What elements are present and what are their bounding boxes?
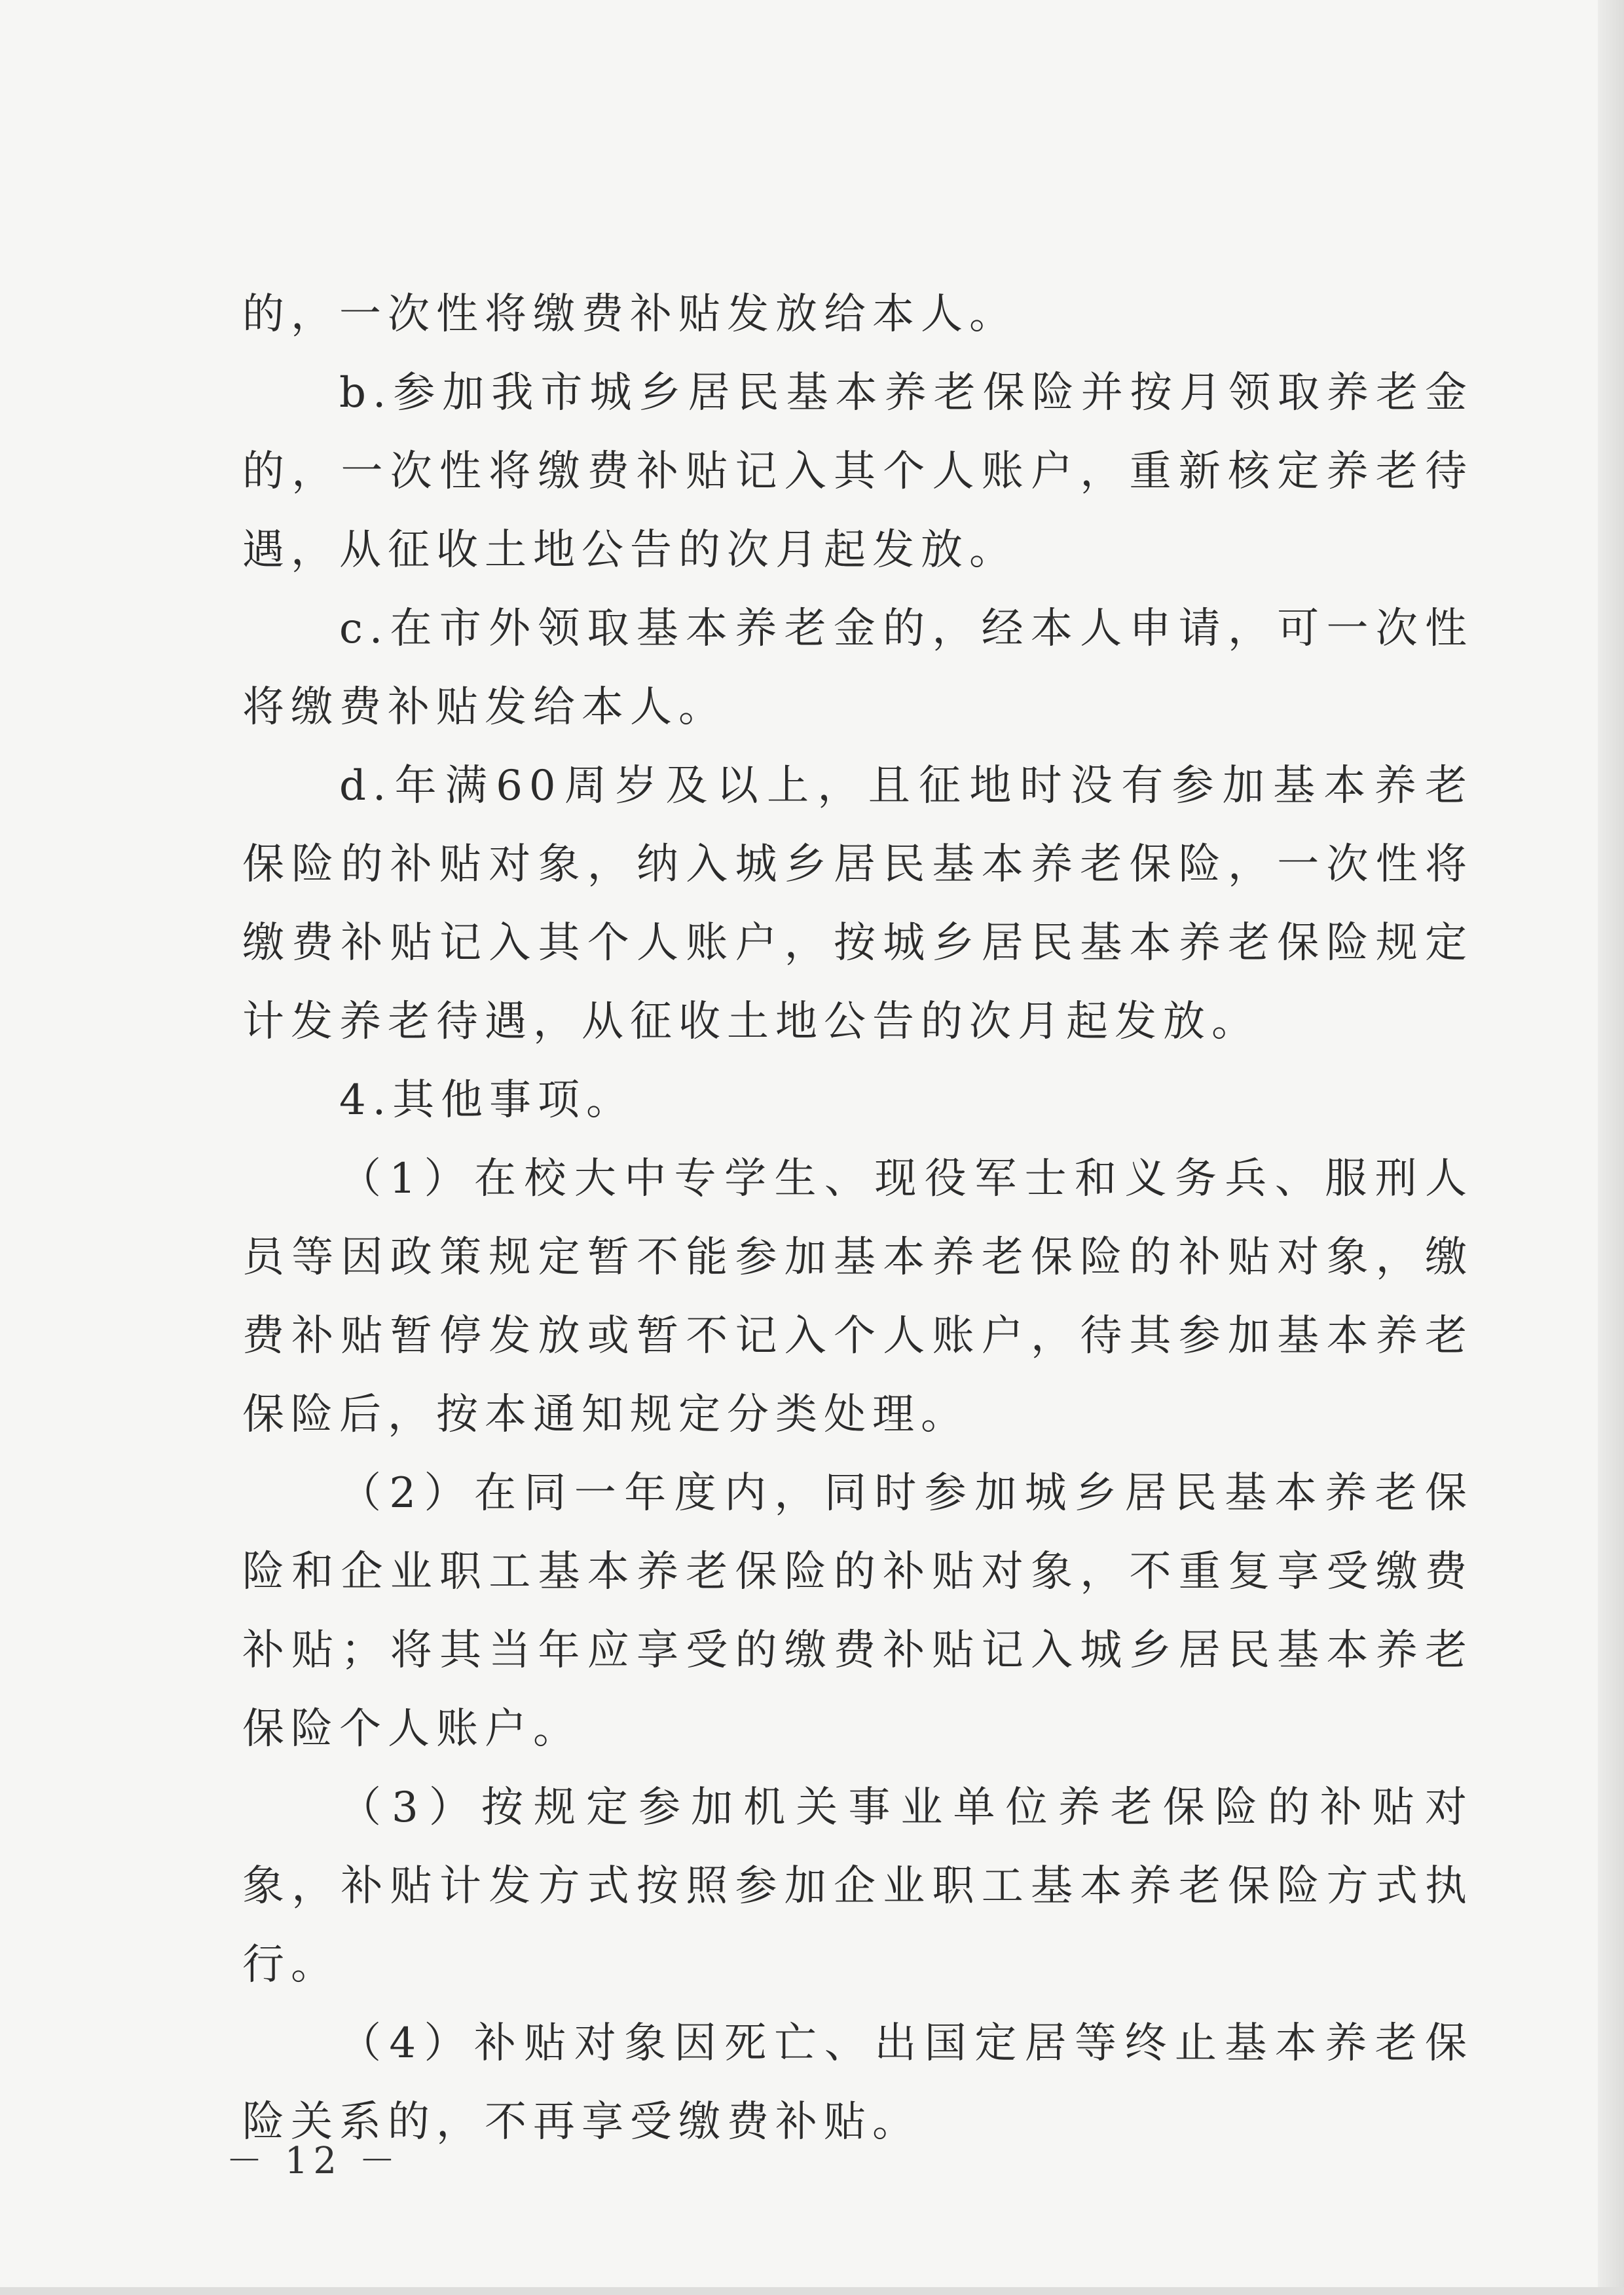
page-number: － 12 －	[226, 2140, 401, 2182]
paragraph-item-b: b.参加我市城乡居民基本养老保险并按月领取养老金的，一次性将缴费补贴记入其个人账户，重新核定养老待遇，从征收土地公告的次月起发放。	[242, 369, 1473, 574]
document-body	[242, 275, 1473, 2161]
paragraph-item-d: d.年满60周岁及以上，且征地时没有参加基本养老保险的补贴对象，纳入城乡居民基本养老保险，一次性将缴费补贴记入其个人账户，按城乡居民基本养老保险规定计发养老待遇，从征收土地公告的次月起发放。	[242, 762, 1473, 1046]
paragraph-point-4: （4）补贴对象因死亡、出国定居等终止基本养老保险关系的，不再享受缴费补贴。	[242, 2019, 1473, 2146]
paragraph-item-c: c.在市外领取基本养老金的，经本人申请，可一次性将缴费补贴发给本人。	[242, 605, 1473, 732]
scan-edge-shadow	[1598, 0, 1624, 2295]
paragraph-point-2: （2）在同一年度内，同时参加城乡居民基本养老保险和企业职工基本养老保险的补贴对象，不重复享受缴费补贴；将其当年应享受的缴费补贴记入城乡居民基本养老保险个人账户。	[242, 1469, 1473, 1753]
paragraph-point-3: （3）按规定参加机关事业单位养老保险的补贴对象，补贴计发方式按照参加企业职工基本养老保险方式执行。	[242, 1783, 1473, 1989]
paragraph-point-1: （1）在校大中专学生、现役军士和义务兵、服刑人员等因政策规定暂不能参加基本养老保险的补贴对象，缴费补贴暂停发放或暂不记入个人账户，待其参加基本养老保险后，按本通知规定分类处理。	[242, 1155, 1473, 1439]
paragraph-continuation: 的，一次性将缴费补贴发放给本人。	[242, 290, 1018, 339]
scan-bottom-edge	[0, 2287, 1624, 2295]
section-heading-other-matters: 4.其他事项。	[339, 1076, 635, 1125]
